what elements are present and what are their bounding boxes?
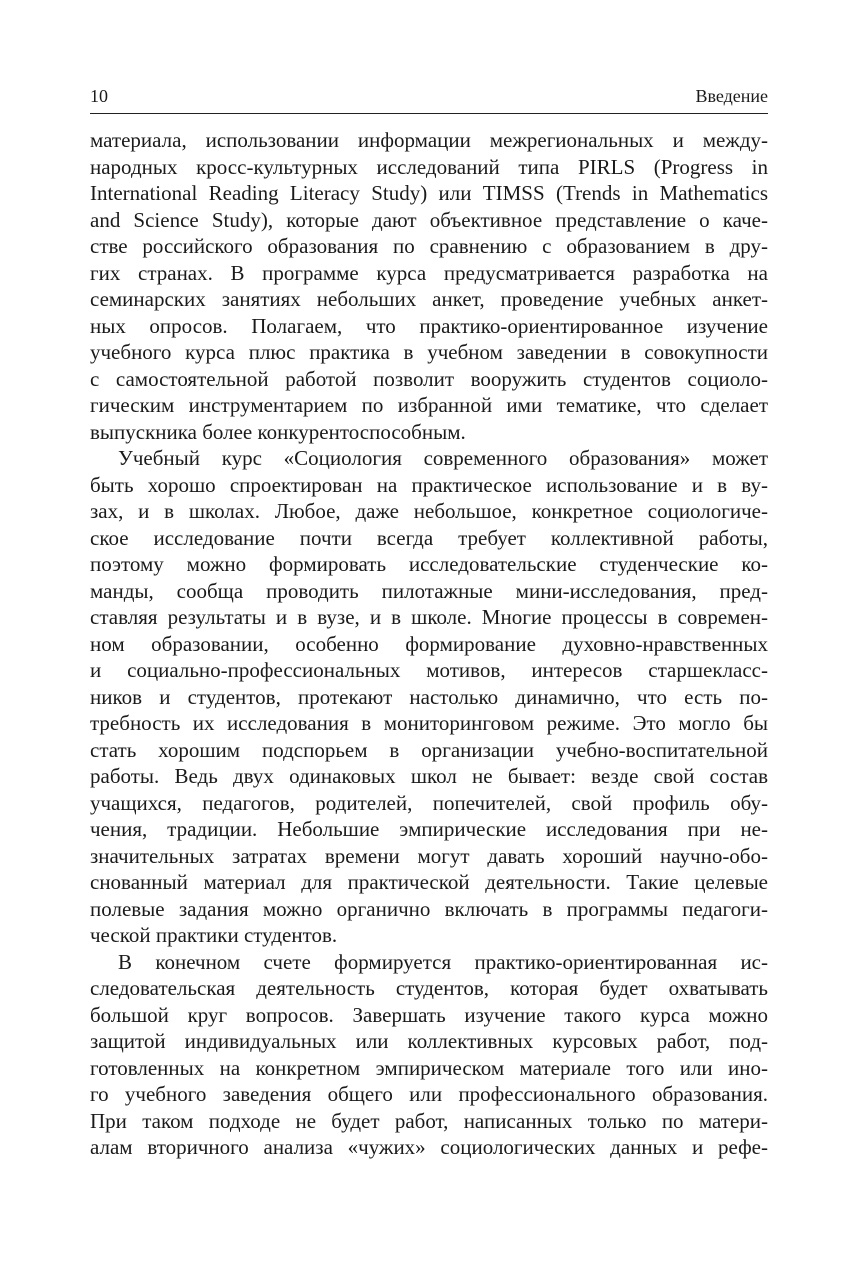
text-line: следовательская деятельность студентов, которая будет охватывать (90, 976, 768, 1000)
text-line: ных опросов. Полагаем, что практико-ориентированное изучение (90, 313, 768, 338)
paragraph (90, 445, 768, 949)
text-line: народных кросс-культурных исследований типа PIRLS (Progress in (90, 154, 768, 179)
text-line: материала, использовании информации межрегиональных и между- (90, 128, 768, 152)
text-line: семинарских занятиях небольших анкет, проведение учебных анкет- (90, 287, 768, 311)
text-line: International Reading Literacy Study) или TIMSS (Trends in Mathematics (90, 181, 768, 205)
text-line: стать хорошим подспорьем в организации учебно-воспитательной (90, 737, 768, 762)
text-line: В конечном счете формируется практико-ориентированная ис- (118, 949, 768, 974)
text-line: значительных затратах времени могут давать хороший научно-обо- (90, 843, 768, 868)
text-line: ставляя результаты и в вузе, и в школе. Многие процессы в современ- (90, 605, 768, 629)
text-line: При таком подходе не будет работ, написанных только по матери- (90, 1108, 768, 1133)
page-number: 10 (90, 86, 108, 106)
text-line: с самостоятельной работой позволит вооружить студентов социоло- (90, 366, 768, 391)
text-line: выпускника более конкурентоспособным. (90, 419, 466, 444)
text-line: чения, традиции. Небольшие эмпирические исследования при не- (90, 817, 768, 841)
text-line: го учебного заведения общего или профессионального образования. (90, 1082, 768, 1106)
text-line: поэтому можно формировать исследовательские студенческие ко- (90, 552, 768, 576)
text-line: гих странах. В программе курса предусматривается разработка на (90, 260, 768, 285)
text-line: алам вторичного анализа «чужих» социологических данных и рефе- (90, 1135, 768, 1159)
text-line: снованный материал для практической деятельности. Такие целевые (90, 870, 768, 894)
header-rule (90, 113, 768, 114)
paragraph (90, 127, 768, 445)
text-line: ское исследование почти всегда требует коллективной работы, (90, 525, 768, 550)
text-line: учащихся, педагогов, родителей, попечителей, свой профиль обу- (90, 790, 768, 815)
text-line: защитой индивидуальных или коллективных курсовых работ, под- (90, 1029, 768, 1053)
text-line: манды, сообща проводить пилотажные мини-исследования, пред- (90, 578, 768, 603)
page-header (90, 84, 768, 112)
text-line: ческой практики студентов. (90, 923, 338, 947)
text-line: Учебный курс «Социология современного образования» может (118, 446, 768, 470)
text-line: готовленных на конкретном эмпирическом материале того или ино- (90, 1055, 768, 1080)
text-line: зах, и в школах. Любое, даже небольшое, конкретное социологиче- (90, 499, 768, 523)
text-line: стве российского образования по сравнению с образованием в дру- (90, 234, 768, 258)
text-line: гическим инструментарием по избранной ими тематике, что сделает (90, 393, 768, 417)
text-line: and Science Study), которые дают объективное представление о каче- (90, 207, 768, 232)
text-line: ников и студентов, протекают настолько динамично, что есть по- (90, 684, 768, 709)
text-line: работы. Ведь двух одинаковых школ не бывает: везде свой состав (90, 764, 768, 788)
text-line: ном образовании, особенно формирование духовно-нравственных (90, 631, 768, 656)
text-line: быть хорошо спроектирован на практическое использование и в ву- (90, 472, 768, 497)
text-line: полевые задания можно органично включать в программы педагоги- (90, 896, 768, 921)
paragraph (90, 949, 768, 1161)
body-text (90, 127, 768, 1161)
text-line: учебного курса плюс практика в учебном заведении в совокупности (90, 340, 768, 364)
running-title: Введение (695, 86, 768, 106)
text-line: и социально-профессиональных мотивов, интересов старшекласс- (90, 658, 768, 682)
text-line: требность их исследования в мониторинговом режиме. Это могло бы (90, 711, 768, 735)
text-line: большой круг вопросов. Завершать изучение такого курса можно (90, 1002, 768, 1027)
